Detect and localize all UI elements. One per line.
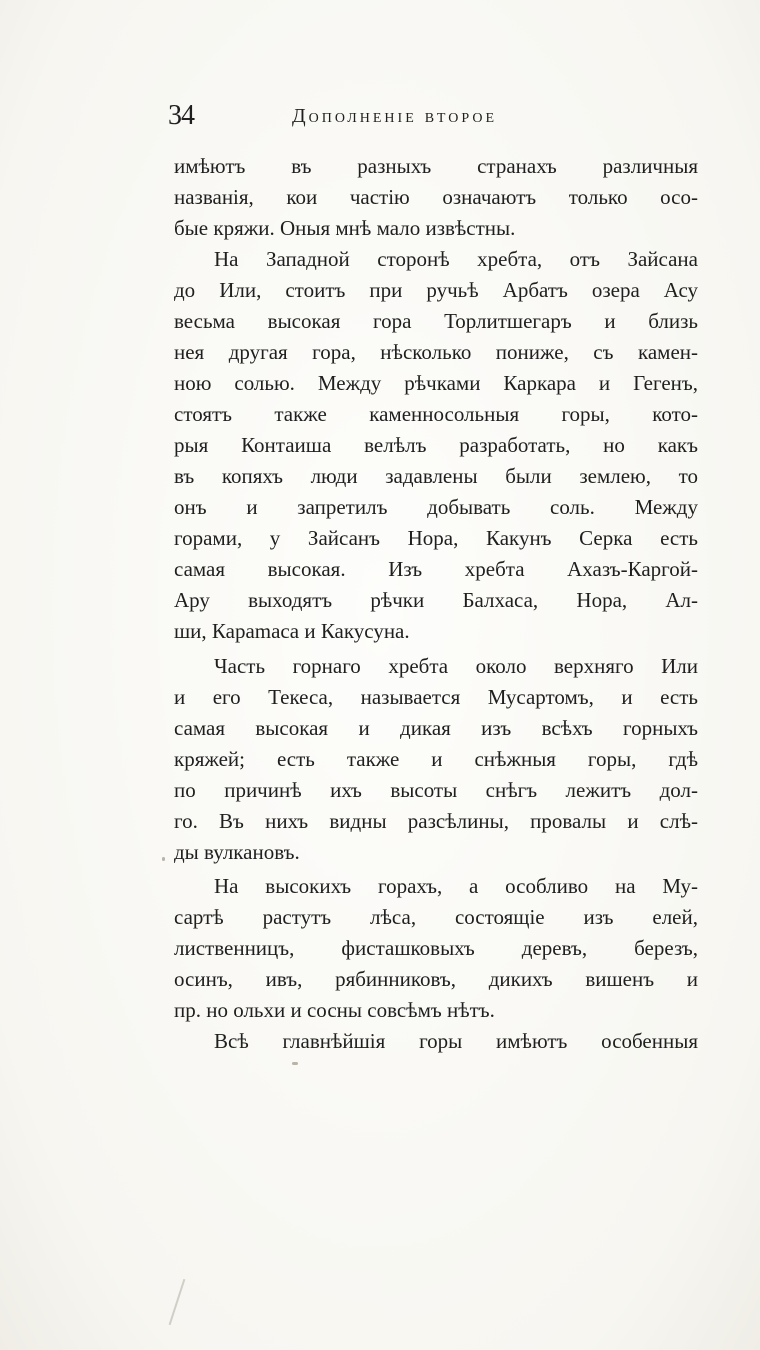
- text-line: го. Въ нихъ видны разсѣлины, провалы и слѣ-: [174, 809, 698, 833]
- body-text: [174, 150, 698, 1053]
- text-line: до Или, стоитъ при ручьѣ Арбатъ озера Асу: [174, 278, 698, 302]
- text-line: самая высокая. Изъ хребта Ахазъ-Каргой-: [174, 557, 698, 581]
- text-line: бые кряжи. Оныя мнѣ мало извѣстны.: [174, 216, 516, 240]
- text-line: въ копяхъ люди задавлены были землею, то: [174, 464, 698, 488]
- text-line: самая высокая и дикая изъ всѣхъ горныхъ: [174, 716, 698, 740]
- text-line: рыя Контаиша велѣлъ разработать, но какъ: [174, 433, 698, 457]
- ink-speck: [292, 1062, 298, 1065]
- text-line: ды вулкановъ.: [174, 840, 300, 864]
- text-line: горами, у Зайсанъ Нора, Какунъ Серка есть: [174, 526, 698, 550]
- paper-scratch: [169, 1279, 186, 1325]
- text-line: Ару выходятъ рѣчки Балхаса, Нора, Ал-: [174, 588, 698, 612]
- text-line: и его Текеса, называется Мусартомъ, и есть: [174, 685, 698, 709]
- page-header: [168, 98, 588, 134]
- paragraph-start-line: На высокихъ горахъ, а особливо на Му-: [214, 874, 698, 898]
- text-line: стоятъ также каменносольныя горы, кото-: [174, 402, 698, 426]
- paragraph-start-line: Всѣ главнѣйшiя горы имѣютъ особенныя: [214, 1029, 698, 1053]
- text-line: кряжей; есть также и снѣжныя горы, гдѣ: [174, 747, 698, 771]
- text-line: онъ и запретилъ добывать соль. Между: [174, 495, 698, 519]
- text-line: осинъ, ивъ, рябинниковъ, дикихъ вишенъ и: [174, 967, 698, 991]
- running-head: Дополненiе второе: [292, 105, 498, 127]
- text-line: лиственницъ, фисташковыхъ деревъ, березъ,: [174, 936, 698, 960]
- text-line: имѣютъ въ разныхъ странахъ различныя: [174, 154, 698, 178]
- text-line: ши, Караmaca и Какусуна.: [174, 619, 410, 643]
- text-line: ною солью. Между рѣчками Каркара и Гегенъ,: [174, 371, 698, 395]
- ink-speck: [162, 857, 165, 861]
- text-line: весьма высокая гора Торлитшегаръ и близь: [174, 309, 698, 333]
- text-line: названiя, кои частiю означаютъ только осо-: [174, 185, 698, 209]
- text-line: по причинѣ ихъ высоты снѣгъ лежитъ дол-: [174, 778, 698, 802]
- paragraph-start-line: На Западной сторонѣ хребта, отъ Зайсана: [214, 247, 698, 271]
- text-line: пр. но ольхи и сосны совсѣмъ нѣтъ.: [174, 998, 495, 1022]
- text-line: сартѣ растутъ лѣса, состоящiе изъ елей,: [174, 905, 698, 929]
- page-number: 34: [168, 100, 194, 131]
- text-line: нея другая гора, нѣсколько пониже, съ камен-: [174, 340, 698, 364]
- paragraph-start-line: Часть горнаго хребта около верхняго Или: [214, 654, 698, 678]
